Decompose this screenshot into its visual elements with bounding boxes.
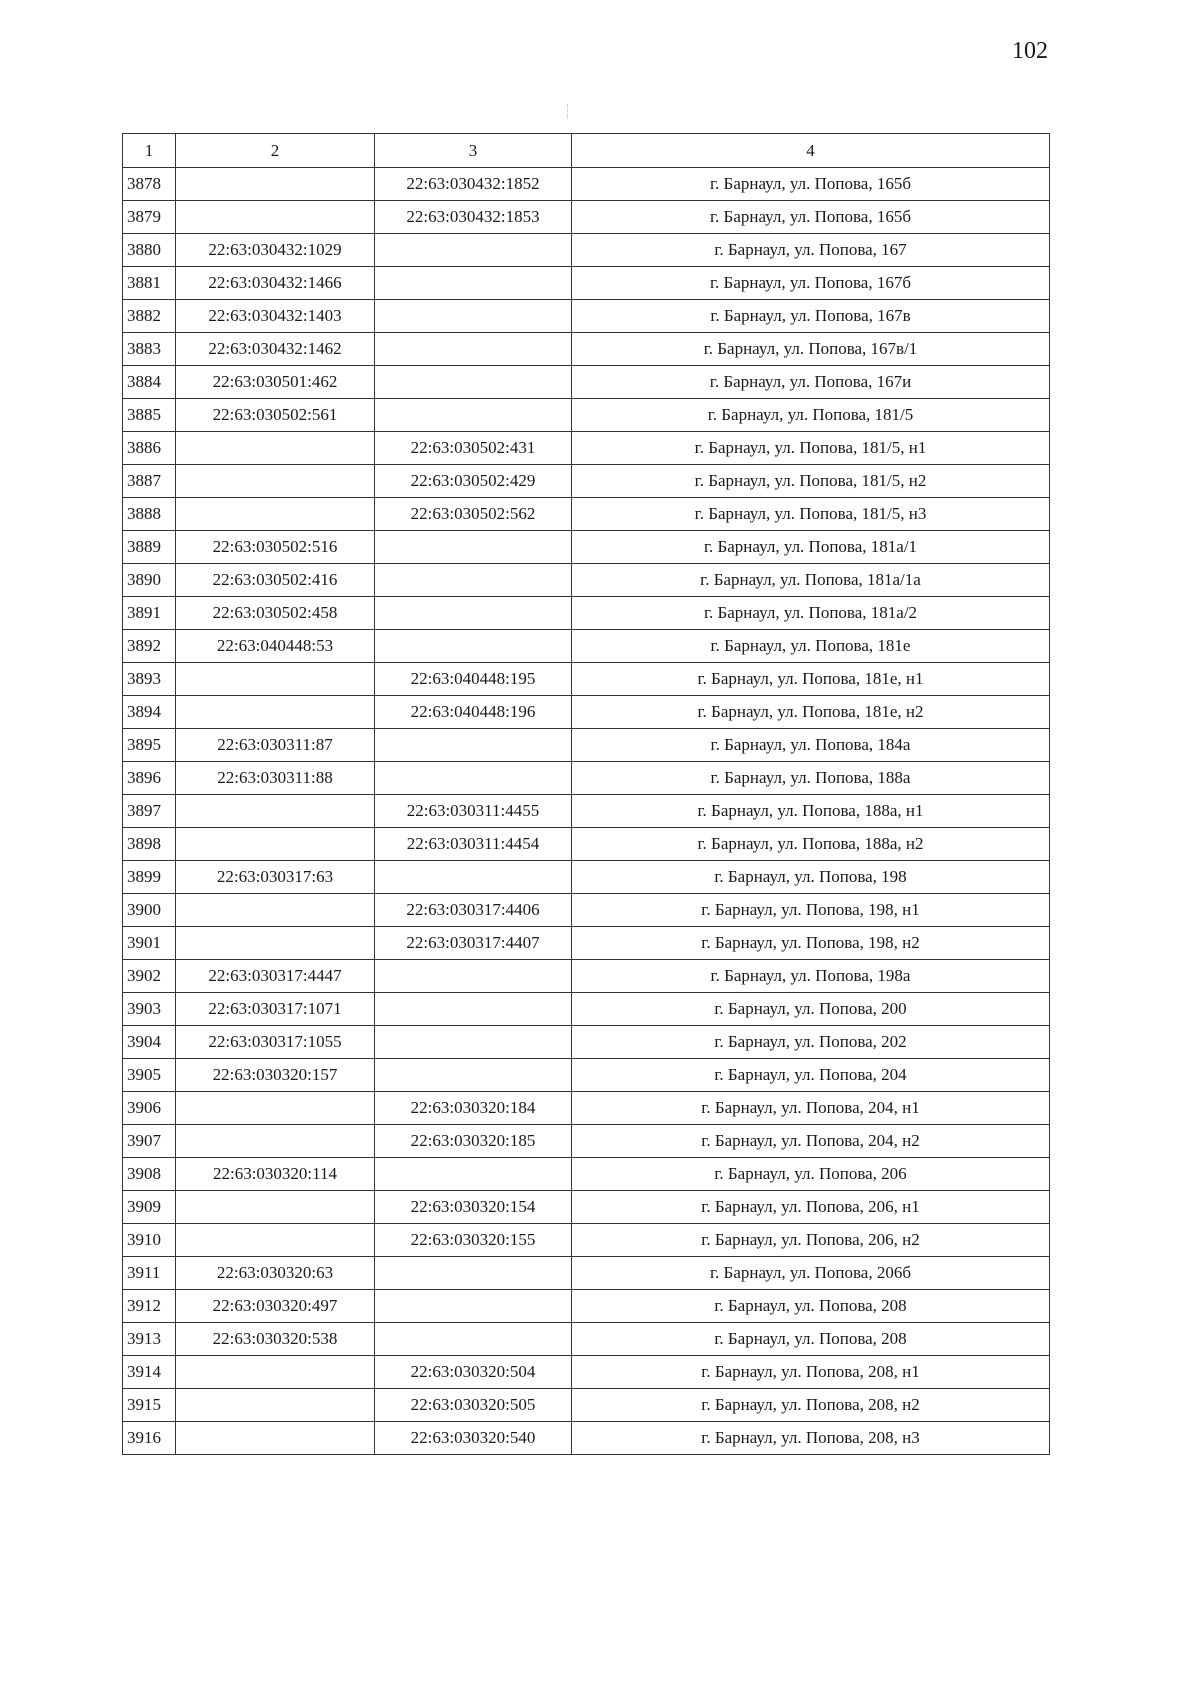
row-number: 3893 <box>123 663 176 696</box>
cadastral-number-building: 22:63:030432:1462 <box>176 333 375 366</box>
address-cell: г. Барнаул, ул. Попова, 204, н2 <box>572 1125 1050 1158</box>
table-row <box>123 366 1050 399</box>
table-row <box>123 828 1050 861</box>
cadastral-number-premises <box>375 399 572 432</box>
table-row <box>123 696 1050 729</box>
table-row <box>123 1224 1050 1257</box>
cadastral-number-building: 22:63:030320:157 <box>176 1059 375 1092</box>
table-row <box>123 564 1050 597</box>
cadastral-number-building <box>176 465 375 498</box>
address-cell: г. Барнаул, ул. Попова, 165б <box>572 168 1050 201</box>
address-cell: г. Барнаул, ул. Попова, 198, н1 <box>572 894 1050 927</box>
cadastral-number-premises <box>375 531 572 564</box>
cadastral-number-building <box>176 1191 375 1224</box>
cadastral-number-premises <box>375 1257 572 1290</box>
column-header: 3 <box>375 134 572 168</box>
cadastral-number-building: 22:63:040448:53 <box>176 630 375 663</box>
cadastral-number-building <box>176 168 375 201</box>
header-row <box>123 134 1050 168</box>
cadastral-number-building <box>176 432 375 465</box>
table-row <box>123 1257 1050 1290</box>
cadastral-number-building <box>176 1125 375 1158</box>
table-row <box>123 1059 1050 1092</box>
cadastral-number-building: 22:63:030311:87 <box>176 729 375 762</box>
address-cell: г. Барнаул, ул. Попова, 188а, н2 <box>572 828 1050 861</box>
scan-mark <box>567 104 569 118</box>
address-cell: г. Барнаул, ул. Попова, 198 <box>572 861 1050 894</box>
cadastral-number-building: 22:63:030502:561 <box>176 399 375 432</box>
table-row <box>123 1125 1050 1158</box>
row-number: 3910 <box>123 1224 176 1257</box>
row-number: 3900 <box>123 894 176 927</box>
row-number: 3879 <box>123 201 176 234</box>
address-cell: г. Барнаул, ул. Попова, 206б <box>572 1257 1050 1290</box>
row-number: 3897 <box>123 795 176 828</box>
row-number: 3886 <box>123 432 176 465</box>
column-header: 1 <box>123 134 176 168</box>
row-number: 3916 <box>123 1422 176 1455</box>
row-number: 3895 <box>123 729 176 762</box>
address-cell: г. Барнаул, ул. Попова, 206, н1 <box>572 1191 1050 1224</box>
cadastral-number-building <box>176 1224 375 1257</box>
table-row <box>123 861 1050 894</box>
row-number: 3908 <box>123 1158 176 1191</box>
cadastral-number-premises: 22:63:030311:4454 <box>375 828 572 861</box>
address-cell: г. Барнаул, ул. Попова, 204 <box>572 1059 1050 1092</box>
cadastral-number-building: 22:63:030432:1029 <box>176 234 375 267</box>
cadastral-number-premises <box>375 1026 572 1059</box>
table-row <box>123 267 1050 300</box>
column-header: 4 <box>572 134 1050 168</box>
cadastral-number-premises <box>375 300 572 333</box>
cadastral-number-building: 22:63:030317:4447 <box>176 960 375 993</box>
cadastral-number-premises <box>375 597 572 630</box>
row-number: 3881 <box>123 267 176 300</box>
table-row <box>123 1290 1050 1323</box>
table-row <box>123 1422 1050 1455</box>
row-number: 3907 <box>123 1125 176 1158</box>
cadastral-number-premises: 22:63:040448:195 <box>375 663 572 696</box>
cadastral-number-premises <box>375 762 572 795</box>
table-row <box>123 432 1050 465</box>
address-cell: г. Барнаул, ул. Попова, 200 <box>572 993 1050 1026</box>
table-row <box>123 663 1050 696</box>
row-number: 3898 <box>123 828 176 861</box>
cadastral-number-building <box>176 498 375 531</box>
table-row <box>123 762 1050 795</box>
cadastral-number-building <box>176 696 375 729</box>
address-cell: г. Барнаул, ул. Попова, 208, н1 <box>572 1356 1050 1389</box>
table-row <box>123 333 1050 366</box>
address-cell: г. Барнаул, ул. Попова, 181е <box>572 630 1050 663</box>
cadastral-number-premises: 22:63:030320:185 <box>375 1125 572 1158</box>
address-cell: г. Барнаул, ул. Попова, 181/5, н2 <box>572 465 1050 498</box>
cadastral-number-premises <box>375 1323 572 1356</box>
cadastral-number-premises: 22:63:030317:4407 <box>375 927 572 960</box>
cadastral-number-building: 22:63:030317:1055 <box>176 1026 375 1059</box>
table-row <box>123 234 1050 267</box>
address-cell: г. Барнаул, ул. Попова, 181а/1 <box>572 531 1050 564</box>
address-cell: г. Барнаул, ул. Попова, 184а <box>572 729 1050 762</box>
cadastral-number-premises: 22:63:040448:196 <box>375 696 572 729</box>
cadastral-number-building: 22:63:030317:1071 <box>176 993 375 1026</box>
cadastral-number-building: 22:63:030502:416 <box>176 564 375 597</box>
address-cell: г. Барнаул, ул. Попова, 188а <box>572 762 1050 795</box>
address-cell: г. Барнаул, ул. Попова, 165б <box>572 201 1050 234</box>
cadastral-number-premises <box>375 366 572 399</box>
table-row <box>123 531 1050 564</box>
cadastral-number-premises <box>375 234 572 267</box>
table-row <box>123 597 1050 630</box>
table-row <box>123 795 1050 828</box>
row-number: 3878 <box>123 168 176 201</box>
cadastral-number-building: 22:63:030502:458 <box>176 597 375 630</box>
address-cell: г. Барнаул, ул. Попова, 206, н2 <box>572 1224 1050 1257</box>
row-number: 3880 <box>123 234 176 267</box>
table-row <box>123 1389 1050 1422</box>
cadastral-number-building <box>176 1356 375 1389</box>
table-row <box>123 1191 1050 1224</box>
address-cell: г. Барнаул, ул. Попова, 188а, н1 <box>572 795 1050 828</box>
address-cell: г. Барнаул, ул. Попова, 167в <box>572 300 1050 333</box>
cadastral-number-building: 22:63:030432:1466 <box>176 267 375 300</box>
cadastral-number-building: 22:63:030311:88 <box>176 762 375 795</box>
row-number: 3914 <box>123 1356 176 1389</box>
cadastral-number-building: 22:63:030317:63 <box>176 861 375 894</box>
row-number: 3901 <box>123 927 176 960</box>
address-cell: г. Барнаул, ул. Попова, 208 <box>572 1323 1050 1356</box>
cadastral-number-premises <box>375 564 572 597</box>
cadastral-number-premises <box>375 333 572 366</box>
cadastral-number-premises: 22:63:030317:4406 <box>375 894 572 927</box>
cadastral-number-building: 22:63:030502:516 <box>176 531 375 564</box>
table-row <box>123 1356 1050 1389</box>
cadastral-number-premises: 22:63:030432:1852 <box>375 168 572 201</box>
row-number: 3913 <box>123 1323 176 1356</box>
address-cell: г. Барнаул, ул. Попова, 181/5, н1 <box>572 432 1050 465</box>
cadastral-number-building <box>176 1092 375 1125</box>
cadastral-number-premises <box>375 630 572 663</box>
cadastral-number-premises <box>375 729 572 762</box>
row-number: 3903 <box>123 993 176 1026</box>
cadastral-number-premises <box>375 1158 572 1191</box>
cadastral-number-building <box>176 828 375 861</box>
table-row <box>123 1323 1050 1356</box>
row-number: 3899 <box>123 861 176 894</box>
cadastral-number-building <box>176 663 375 696</box>
table-row <box>123 201 1050 234</box>
address-cell: г. Барнаул, ул. Попова, 167в/1 <box>572 333 1050 366</box>
address-cell: г. Барнаул, ул. Попова, 167 <box>572 234 1050 267</box>
cadastral-number-premises: 22:63:030320:155 <box>375 1224 572 1257</box>
cadastral-number-premises <box>375 960 572 993</box>
cadastral-number-premises <box>375 1290 572 1323</box>
row-number: 3888 <box>123 498 176 531</box>
cadastral-number-premises: 22:63:030320:504 <box>375 1356 572 1389</box>
table-row <box>123 927 1050 960</box>
address-cell: г. Барнаул, ул. Попова, 181е, н1 <box>572 663 1050 696</box>
cadastral-number-premises: 22:63:030502:431 <box>375 432 572 465</box>
cadastral-number-building: 22:63:030320:63 <box>176 1257 375 1290</box>
row-number: 3894 <box>123 696 176 729</box>
row-number: 3902 <box>123 960 176 993</box>
table-row <box>123 993 1050 1026</box>
cadastral-number-building <box>176 894 375 927</box>
address-cell: г. Барнаул, ул. Попова, 181а/2 <box>572 597 1050 630</box>
row-number: 3887 <box>123 465 176 498</box>
table-row <box>123 168 1050 201</box>
address-cell: г. Барнаул, ул. Попова, 208 <box>572 1290 1050 1323</box>
address-cell: г. Барнаул, ул. Попова, 204, н1 <box>572 1092 1050 1125</box>
cadastral-number-premises: 22:63:030320:540 <box>375 1422 572 1455</box>
table-row <box>123 894 1050 927</box>
table-row <box>123 960 1050 993</box>
address-cell: г. Барнаул, ул. Попова, 198а <box>572 960 1050 993</box>
cadastral-number-premises <box>375 861 572 894</box>
row-number: 3892 <box>123 630 176 663</box>
address-cell: г. Барнаул, ул. Попова, 181а/1а <box>572 564 1050 597</box>
cadastral-number-building: 22:63:030501:462 <box>176 366 375 399</box>
address-cell: г. Барнаул, ул. Попова, 167б <box>572 267 1050 300</box>
row-number: 3906 <box>123 1092 176 1125</box>
cadastral-number-building: 22:63:030320:538 <box>176 1323 375 1356</box>
row-number: 3909 <box>123 1191 176 1224</box>
row-number: 3889 <box>123 531 176 564</box>
row-number: 3885 <box>123 399 176 432</box>
registry-table <box>122 133 1050 1455</box>
cadastral-number-premises: 22:63:030311:4455 <box>375 795 572 828</box>
table-row <box>123 399 1050 432</box>
address-cell: г. Барнаул, ул. Попова, 181/5, н3 <box>572 498 1050 531</box>
cadastral-number-building <box>176 927 375 960</box>
row-number: 3915 <box>123 1389 176 1422</box>
cadastral-number-premises: 22:63:030320:154 <box>375 1191 572 1224</box>
cadastral-number-building: 22:63:030432:1403 <box>176 300 375 333</box>
cadastral-number-building <box>176 1389 375 1422</box>
address-cell: г. Барнаул, ул. Попова, 181е, н2 <box>572 696 1050 729</box>
cadastral-number-premises: 22:63:030320:184 <box>375 1092 572 1125</box>
table-row <box>123 1158 1050 1191</box>
cadastral-number-building: 22:63:030320:497 <box>176 1290 375 1323</box>
row-number: 3891 <box>123 597 176 630</box>
row-number: 3911 <box>123 1257 176 1290</box>
column-header: 2 <box>176 134 375 168</box>
cadastral-number-premises <box>375 267 572 300</box>
address-cell: г. Барнаул, ул. Попова, 202 <box>572 1026 1050 1059</box>
table-row <box>123 465 1050 498</box>
cadastral-number-premises: 22:63:030432:1853 <box>375 201 572 234</box>
row-number: 3884 <box>123 366 176 399</box>
row-number: 3882 <box>123 300 176 333</box>
table-row <box>123 300 1050 333</box>
row-number: 3912 <box>123 1290 176 1323</box>
address-cell: г. Барнаул, ул. Попова, 181/5 <box>572 399 1050 432</box>
row-number: 3904 <box>123 1026 176 1059</box>
row-number: 3905 <box>123 1059 176 1092</box>
address-cell: г. Барнаул, ул. Попова, 167и <box>572 366 1050 399</box>
cadastral-number-building <box>176 201 375 234</box>
cadastral-number-premises <box>375 993 572 1026</box>
address-cell: г. Барнаул, ул. Попова, 208, н3 <box>572 1422 1050 1455</box>
cadastral-number-premises <box>375 1059 572 1092</box>
cadastral-number-building: 22:63:030320:114 <box>176 1158 375 1191</box>
cadastral-number-premises: 22:63:030502:429 <box>375 465 572 498</box>
table-row <box>123 1026 1050 1059</box>
row-number: 3896 <box>123 762 176 795</box>
address-cell: г. Барнаул, ул. Попова, 206 <box>572 1158 1050 1191</box>
cadastral-number-building <box>176 1422 375 1455</box>
address-cell: г. Барнаул, ул. Попова, 208, н2 <box>572 1389 1050 1422</box>
table-row <box>123 498 1050 531</box>
table-row <box>123 630 1050 663</box>
cadastral-number-premises: 22:63:030320:505 <box>375 1389 572 1422</box>
cadastral-number-premises: 22:63:030502:562 <box>375 498 572 531</box>
table-row <box>123 729 1050 762</box>
page-number: 102 <box>1012 38 1048 64</box>
table-row <box>123 1092 1050 1125</box>
cadastral-number-building <box>176 795 375 828</box>
row-number: 3890 <box>123 564 176 597</box>
row-number: 3883 <box>123 333 176 366</box>
address-cell: г. Барнаул, ул. Попова, 198, н2 <box>572 927 1050 960</box>
